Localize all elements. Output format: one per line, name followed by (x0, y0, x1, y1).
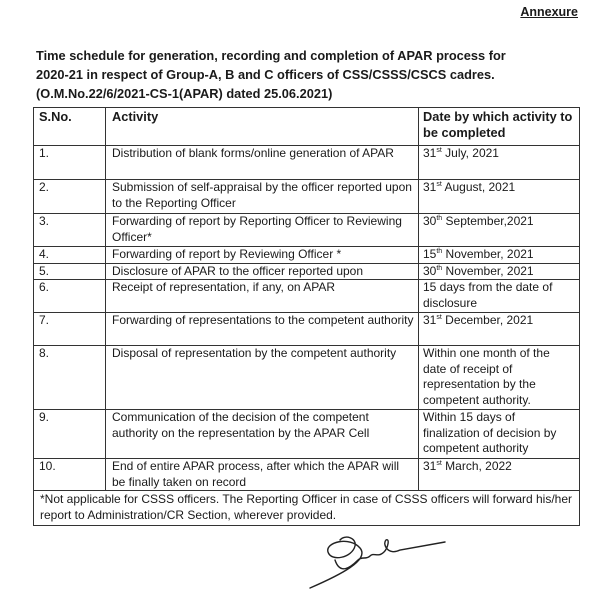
table-row (34, 346, 580, 410)
header-sno: S.No. (34, 108, 106, 146)
row-date (419, 280, 580, 313)
title-line-1: Time schedule for generation, recording and completion of APAR process for (36, 48, 506, 63)
header-activity: Activity (106, 108, 419, 146)
date-main: 15 (423, 247, 437, 261)
row-activity: Distribution of blank forms/online generation of APAR (106, 146, 419, 180)
row-activity: Forwarding of report by Reporting Officer to Reviewing Officer* (106, 214, 419, 247)
date-ordinal: st (436, 460, 442, 467)
row-date (419, 313, 580, 346)
row-activity: Disclosure of APAR to the officer reported upon (106, 263, 419, 280)
row-date (419, 346, 580, 410)
title-line-3: (O.M.No.22/6/2021-CS-1(APAR) dated 25.06.2021) (36, 86, 333, 101)
date-rest: August, 2021 (441, 180, 516, 194)
date-rest: July, 2021 (441, 146, 499, 160)
row-activity: Communication of the decision of the competent authority on the representation by the APAR Cell (106, 410, 419, 459)
row-date (419, 459, 580, 491)
row-date (419, 263, 580, 280)
annexure-heading: Annexure (520, 5, 578, 19)
date-ordinal: st (436, 147, 442, 154)
signature (300, 530, 450, 592)
table-row (34, 247, 580, 264)
table-row (34, 313, 580, 346)
footnote-row (34, 491, 580, 526)
document-title (36, 46, 580, 103)
date-main: 31 (423, 459, 437, 473)
date-rest: December, 2021 (441, 313, 534, 327)
table-row (34, 410, 580, 459)
date-ordinal: th (436, 248, 443, 255)
date-main: 30 (423, 214, 437, 228)
date-ordinal: th (436, 264, 443, 272)
date-ordinal: st (436, 314, 442, 321)
row-activity: Forwarding of report by Reviewing Officer * (106, 247, 419, 264)
date-main: 31 (423, 313, 437, 327)
row-sno: 4. (34, 247, 106, 264)
date-main: 15 days from the date of disclosure (423, 280, 553, 310)
header-date: Date by which activity to be completed (419, 108, 580, 146)
footnote: *Not applicable for CSSS officers. The Reporting Officer in case of CSSS officers will forward his/her report to Administration/CR Section, wherever provided. (34, 491, 580, 526)
table-row (34, 146, 580, 180)
row-sno: 6. (34, 280, 106, 313)
row-sno: 8. (34, 346, 106, 410)
row-activity: Receipt of representation, if any, on APAR (106, 280, 419, 313)
date-ordinal: th (436, 215, 443, 222)
row-sno: 9. (34, 410, 106, 459)
date-rest: November, 2021 (442, 263, 534, 278)
row-activity: Disposal of representation by the competent authority (106, 346, 419, 410)
row-sno: 5. (34, 263, 106, 280)
date-main: Within 15 days of finalization of decision by competent authority (423, 410, 557, 455)
row-activity: Submission of self-appraisal by the officer reported upon to the Reporting Officer (106, 180, 419, 214)
row-date (419, 410, 580, 459)
row-activity: End of entire APAR process, after which the APAR will be finally taken on record (106, 459, 419, 491)
date-main: Within one month of the date of receipt of representation by the competent authority. (423, 346, 550, 407)
date-rest: September,2021 (442, 214, 534, 228)
row-sno: 2. (34, 180, 106, 214)
table-row (34, 214, 580, 247)
row-sno: 7. (34, 313, 106, 346)
row-sno: 3. (34, 214, 106, 247)
table-row (34, 180, 580, 214)
table-row (34, 459, 580, 491)
row-sno: 1. (34, 146, 106, 180)
title-line-2: 2020-21 in respect of Group-A, B and C officers of CSS/CSSS/CSCS cadres. (36, 67, 495, 82)
date-main: 30 (423, 263, 437, 278)
table-row (34, 263, 580, 280)
date-rest: March, 2022 (441, 459, 512, 473)
row-sno: 10. (34, 459, 106, 491)
row-date (419, 180, 580, 214)
schedule-table (33, 107, 580, 526)
row-date (419, 214, 580, 247)
date-main: 31 (423, 146, 437, 160)
table-header-row (34, 108, 580, 146)
table-row (34, 280, 580, 313)
row-activity: Forwarding of representations to the competent authority (106, 313, 419, 346)
date-main: 31 (423, 180, 437, 194)
row-date (419, 146, 580, 180)
date-rest: November, 2021 (442, 247, 534, 261)
row-date (419, 247, 580, 264)
date-ordinal: st (436, 181, 442, 188)
